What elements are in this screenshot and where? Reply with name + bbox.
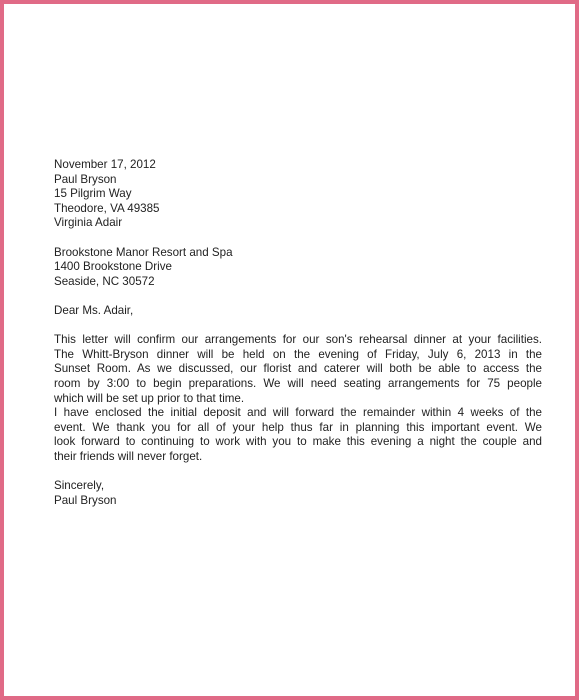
- salutation: Dear Ms. Adair,: [54, 303, 134, 317]
- signature: Paul Bryson: [54, 493, 117, 507]
- sender-city: Theodore, VA 49385: [54, 201, 160, 215]
- sender-name: Paul Bryson: [54, 172, 117, 186]
- venue-name: Brookstone Manor Resort and Spa: [54, 245, 233, 259]
- closing: Sincerely,: [54, 479, 105, 493]
- paragraph-2-line: I have enclosed the initial deposit and will forward the remainder within 4 weeks of the: [54, 406, 542, 420]
- paragraph-2-line: their friends will never forget.: [54, 449, 203, 463]
- spacer: [54, 464, 542, 479]
- spacer: [54, 289, 542, 304]
- venue-street: 1400 Brookstone Drive: [54, 260, 172, 274]
- spacer: [54, 231, 542, 246]
- venue-city: Seaside, NC 30572: [54, 274, 155, 288]
- paragraph-1-line: room by 3:00 to begin preparations. We will need seating arrangements for 75 people: [54, 376, 542, 390]
- paragraph-1-line: which will be set up prior to that time.: [54, 391, 245, 405]
- paragraph-1-line: Sunset Room. As we discussed, our florist and caterer will both be able to access the: [54, 362, 542, 376]
- paragraph-1-line: This letter will confirm our arrangements for our son's rehearsal dinner at your facilities.: [54, 333, 542, 347]
- sender-street: 15 Pilgrim Way: [54, 187, 132, 201]
- spacer: [54, 319, 542, 334]
- recipient-name: Virginia Adair: [54, 216, 123, 230]
- letter-body: [54, 158, 542, 508]
- paragraph-1-line: The Whitt-Bryson dinner will be held on the evening of Friday, July 6, 2013 in the: [54, 347, 542, 361]
- letter-date: November 17, 2012: [54, 158, 156, 171]
- paragraph-2-line: event. We thank you for all of your help thus far in planning this important event. We: [54, 420, 542, 434]
- paragraph-2-line: look forward to continuing to work with you to make this evening a night the couple and: [54, 435, 542, 449]
